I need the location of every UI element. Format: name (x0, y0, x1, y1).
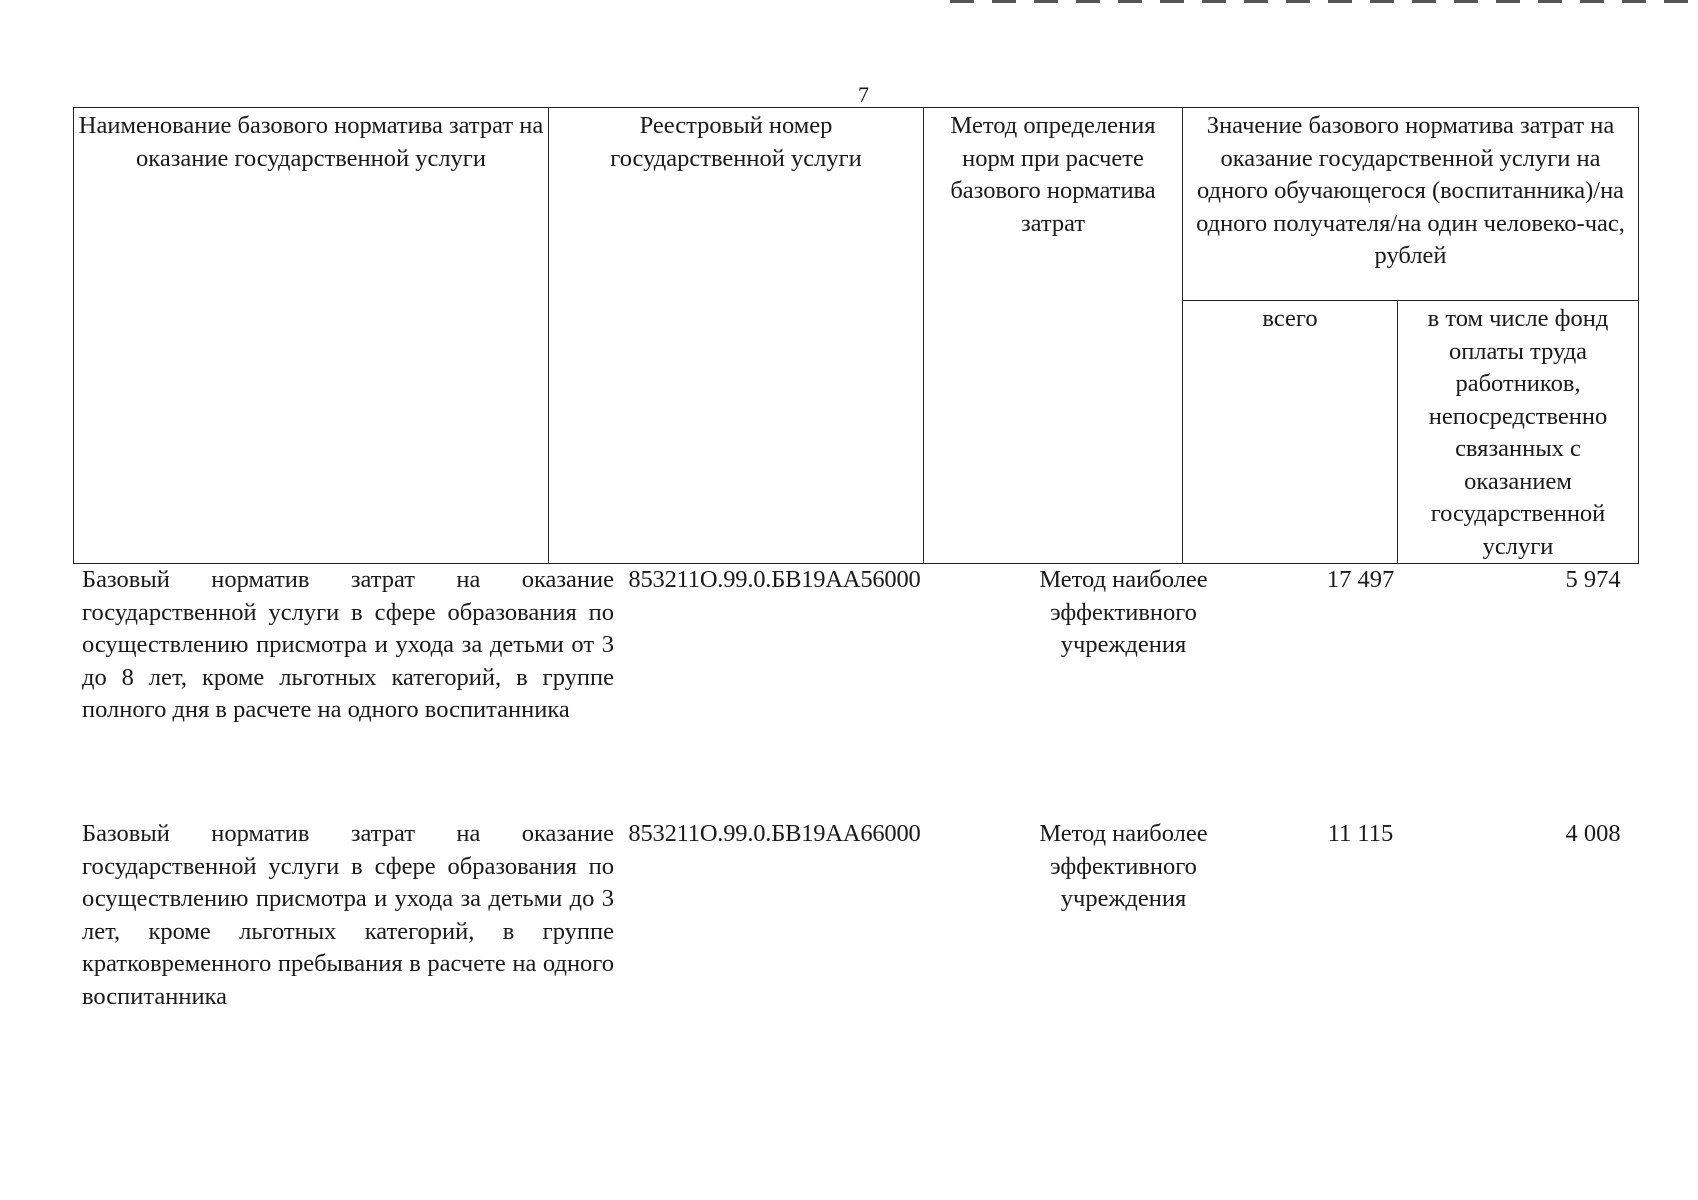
row-name: Базовый норматив затрат на оказание государственной услуги в сфере образования по осуществлению присмотра и ухода за детьми до 3 лет, кроме льготных категорий, в группе кратковременного пребывания в расчете на одного воспитанника (82, 820, 614, 1010)
header-method: Метод определения норм при расчете базового норматива затрат (924, 108, 1183, 564)
row-total: 17 497 (1326, 566, 1395, 593)
row-payroll: 4 008 (1565, 820, 1621, 847)
page-number: 7 (858, 82, 869, 107)
top-dashed-line (950, 0, 1690, 3)
row-name: Базовый норматив затрат на оказание государственной услуги в сфере образования по осуществлению присмотра и ухода за детьми от 3 до 8 лет, кроме льготных категорий, в группе полного дня в расчете на одного воспитанника (82, 566, 614, 723)
header-name: Наименование базового норматива затрат на оказание государственной услуги (74, 108, 549, 564)
header-registry-number: Реестровый номер государственной услуги (549, 108, 924, 564)
table-header (73, 107, 1639, 564)
header-value: Значение базового норматива затрат на оказание государственной услуги на одного обучающегося (воспитанника)/на одного получателя/на один человеко-час, рублей (1183, 108, 1639, 301)
row-total: 11 115 (1327, 820, 1394, 847)
row-method: Метод наиболее эффективного учреждения (1039, 820, 1208, 912)
row-method: Метод наиболее эффективного учреждения (1039, 566, 1208, 658)
row-registry-number: 853211О.99.0.БВ19АА56000 (628, 566, 921, 593)
header-payroll: в том числе фонд оплаты труда работников, непосредственно связанных с оказанием государственной услуги (1398, 301, 1639, 564)
row-payroll: 5 974 (1565, 566, 1621, 593)
header-total: всего (1183, 301, 1398, 564)
row-registry-number: 853211О.99.0.БВ19АА66000 (628, 820, 921, 847)
